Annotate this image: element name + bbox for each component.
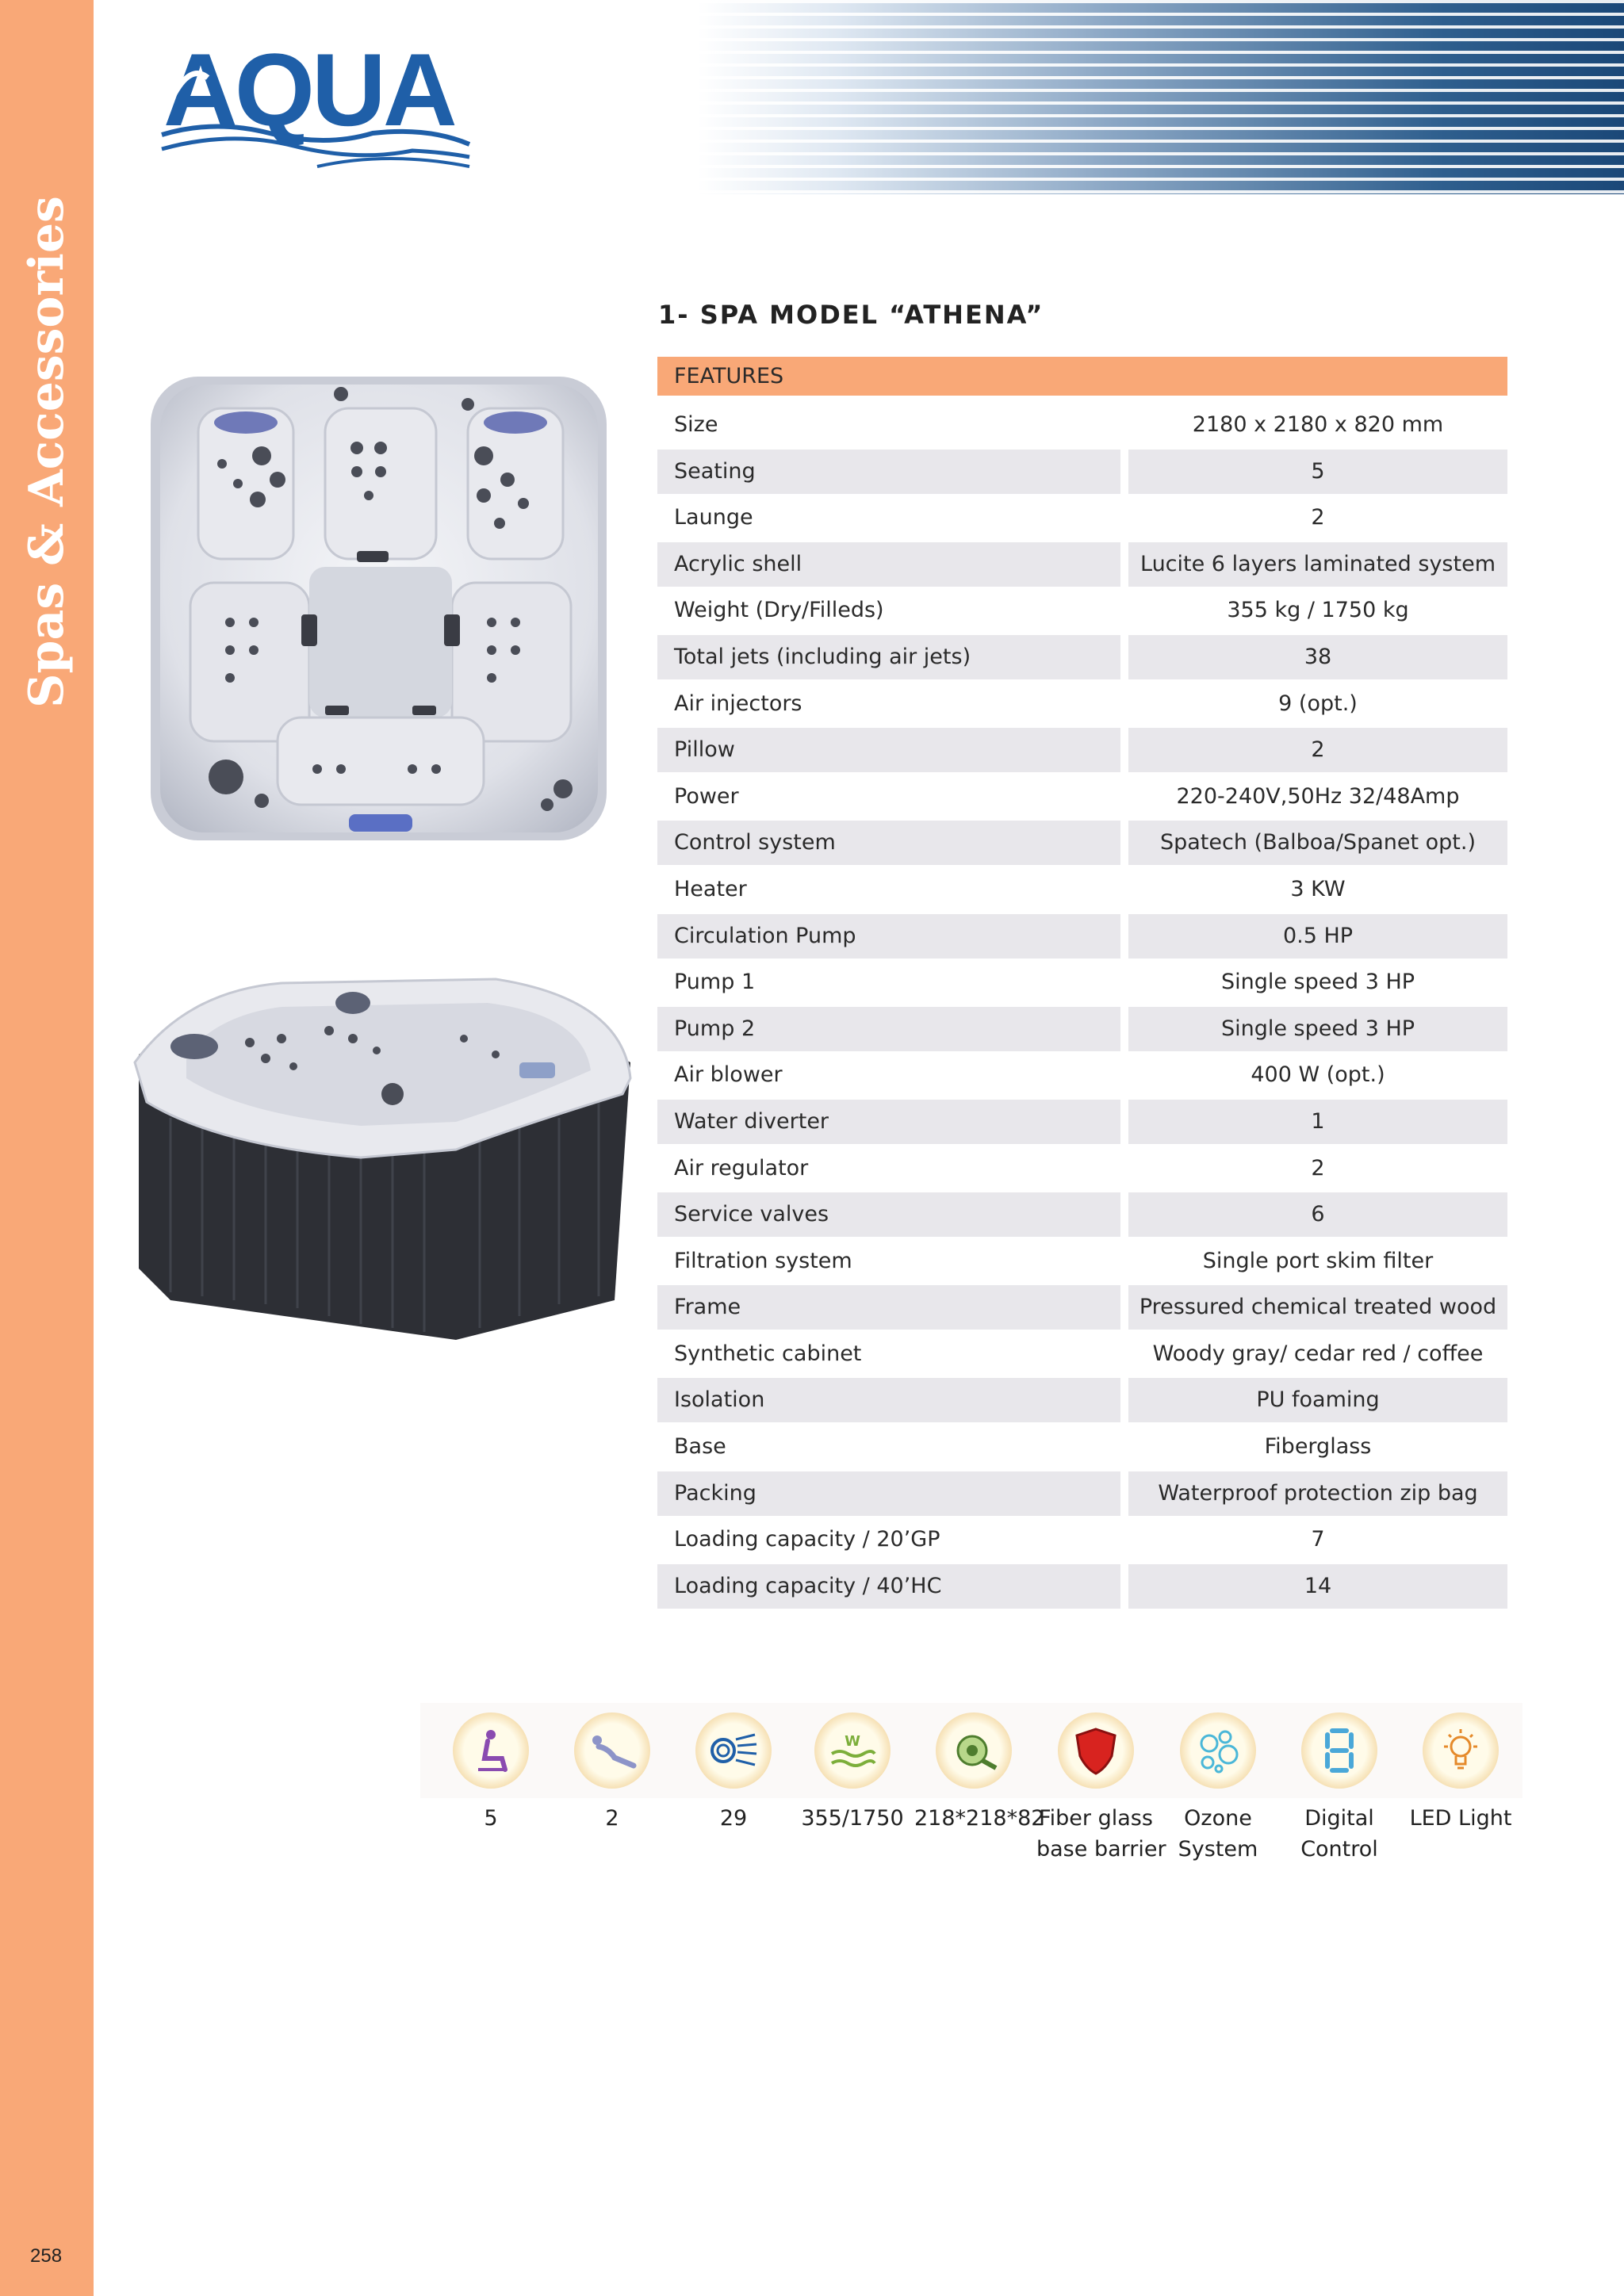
spec-value: 355 kg / 1750 kg [1227,598,1409,623]
feature-icon-item [1036,1712,1166,1865]
spec-label: Seating [657,450,1120,494]
spec-label: Total jets (including air jets) [657,635,1120,679]
shield-icon [1058,1712,1134,1789]
spec-label: Water diverter [657,1100,1120,1144]
spec-row [657,1285,1507,1332]
spec-row [657,542,1507,589]
feature-icon-label-line: System [1178,1837,1258,1862]
spec-label: Control system [657,821,1120,865]
spec-label: Pillow [657,728,1120,772]
spec-label: Weight (Dry/Filleds) [674,598,884,623]
feature-icon-item [553,1712,672,1834]
spec-label: Base [674,1434,726,1460]
feature-icon-label [674,1803,793,1834]
feature-icon-label [553,1803,672,1834]
spec-row [657,1517,1507,1564]
spec-label: Air regulator [674,1155,809,1181]
sidebar [0,0,94,2296]
spec-row [657,775,1507,821]
spec-row [657,588,1507,635]
spec-row [657,403,1507,450]
spa-top-view-photo [119,361,626,864]
feature-icon-label-line: 29 [719,1806,748,1831]
spec-value: 9 (opt.) [1278,691,1358,716]
feature-icon-label-line: 2 [605,1806,619,1831]
spec-value: 400 W (opt.) [1251,1062,1385,1088]
feature-icon-item [1280,1712,1399,1865]
feature-icon-item [1401,1712,1520,1834]
spec-row [657,682,1507,729]
jets-icon [695,1712,772,1789]
feature-icon-label-line: 355/1750 [801,1806,904,1831]
spec-label: Size [674,412,718,437]
feature-icon-label [914,1803,1045,1834]
spec-row [657,728,1507,775]
feature-icon-item [431,1712,550,1834]
spec-row [657,1471,1507,1518]
spec-value: 38 [1128,635,1507,679]
feature-icon-label-line: 218*218*82 [914,1806,1045,1831]
spec-row [657,1192,1507,1239]
spec-row [657,1146,1507,1193]
feature-icon-label [1036,1803,1166,1865]
spa-angle-view-photo [123,967,638,1348]
lounge-icon [574,1712,650,1789]
spec-value: 7 [1311,1527,1325,1552]
feature-icon-label [1280,1803,1399,1865]
spec-value: Spatech (Balboa/Spanet opt.) [1128,821,1507,865]
spec-row [657,1425,1507,1471]
spec-row [657,1332,1507,1379]
spec-value: 220-240V,50Hz 32/48Amp [1176,783,1460,809]
water-weight-icon [814,1712,891,1789]
feature-icon-label-line: 5 [484,1806,498,1831]
feature-icon-label-line: Fiber glass [1039,1806,1153,1831]
spec-row [657,1007,1507,1054]
feature-icon-item [1159,1712,1277,1865]
spec-value: 0.5 HP [1128,914,1507,959]
features-header: FEATURES [657,357,1507,396]
feature-icon-label [793,1803,912,1834]
spec-label: Isolation [657,1378,1120,1422]
spec-value: 3 KW [1290,876,1346,901]
spec-label: Air injectors [674,691,802,716]
spec-value: 14 [1128,1564,1507,1609]
product-title: 1- SPA MODEL “ATHENA” [658,300,1044,330]
spec-value: Single speed 3 HP [1128,1007,1507,1051]
spec-label: Heater [674,876,747,901]
spec-row [657,496,1507,542]
svg-text:W: W [845,1733,860,1750]
spec-value: Fiberglass [1264,1434,1372,1460]
spec-rows [657,403,1507,1610]
feature-icon-label [431,1803,550,1834]
feature-icon-item [914,1712,1045,1834]
feature-icon-label [1159,1803,1277,1865]
feature-icon-label-line: Ozone [1184,1806,1252,1831]
spec-row [657,450,1507,496]
spec-value: 2 [1128,728,1507,772]
logo-text: AQUA [163,32,454,147]
spec-value: PU foaming [1128,1378,1507,1422]
ozone-bubbles-icon [1180,1712,1256,1789]
feature-icon-label [1401,1803,1520,1834]
spec-label: Loading capacity / 20’GP [674,1527,940,1552]
spec-label: Loading capacity / 40’HC [657,1564,1120,1609]
spec-row [657,914,1507,961]
feature-icon-item [674,1712,793,1834]
spec-value: 5 [1128,450,1507,494]
spec-value: 2180 x 2180 x 820 mm [1192,412,1444,437]
spec-row [657,1100,1507,1146]
light-bulb-icon [1423,1712,1499,1789]
spec-row [657,867,1507,914]
digital-display-icon [1301,1712,1377,1789]
spec-label: Circulation Pump [657,914,1120,959]
sidebar-title: Spas & Accessories [19,196,75,708]
spec-label: Pump 1 [674,970,756,995]
spec-value: Pressured chemical treated wood [1128,1285,1507,1330]
tape-measure-icon [936,1712,1012,1789]
spec-label: Service valves [657,1192,1120,1237]
spec-row [657,960,1507,1007]
spec-row [657,1239,1507,1286]
header-stripe-banner [698,0,1624,194]
feature-icon-label-line: base barrier [1036,1837,1166,1862]
page-number: 258 [30,2245,63,2267]
spec-table [657,357,1507,1610]
spec-value: 6 [1128,1192,1507,1237]
spec-value: Single speed 3 HP [1220,970,1415,995]
feature-icon-item [793,1712,912,1834]
spec-value: 2 [1311,505,1325,530]
spec-value: Lucite 6 layers laminated system [1128,542,1507,587]
spec-label: Pump 2 [657,1007,1120,1051]
spec-value: Waterproof protection zip bag [1128,1471,1507,1516]
spec-value: 2 [1311,1155,1325,1181]
spec-row [657,1564,1507,1611]
spec-value: 1 [1128,1100,1507,1144]
feature-icon-label-line: Digital [1304,1806,1374,1831]
spec-label: Frame [657,1285,1120,1330]
spec-label: Acrylic shell [657,542,1120,587]
spec-value: Single port skim filter [1202,1248,1434,1273]
feature-icon-label-line: LED Light [1409,1806,1512,1831]
spec-row [657,1378,1507,1425]
spec-label: Launge [674,505,753,530]
spec-label: Filtration system [674,1248,852,1273]
seating-icon [453,1712,529,1789]
feature-icon-label-line: Control [1300,1837,1378,1862]
spec-label: Air blower [674,1062,783,1088]
spec-row [657,635,1507,682]
spec-label: Packing [657,1471,1120,1516]
spec-row [657,1053,1507,1100]
spec-row [657,821,1507,867]
aqua-logo-icon [159,32,476,174]
spec-label: Synthetic cabinet [674,1341,862,1366]
spec-label: Power [674,783,739,809]
spec-value: Woody gray/ cedar red / coffee [1152,1341,1484,1366]
